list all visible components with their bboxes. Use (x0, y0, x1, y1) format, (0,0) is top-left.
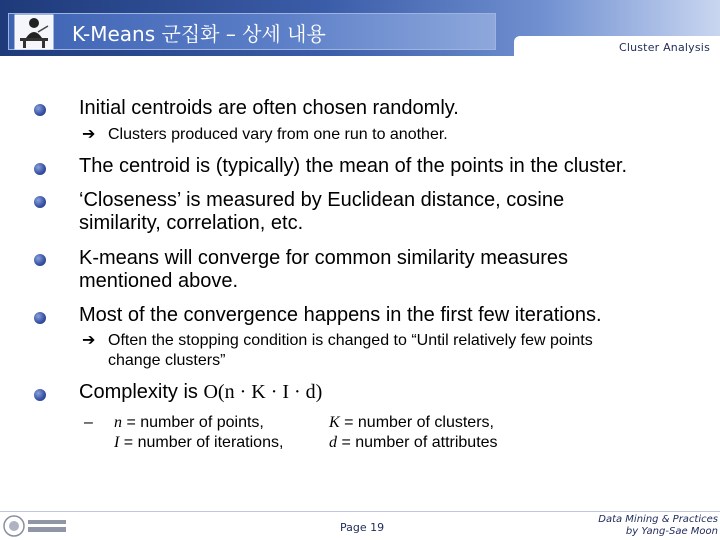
person-at-desk-icon (14, 14, 54, 50)
def-i (114, 433, 283, 453)
bullet-dot (34, 254, 46, 266)
bullet-text: ‘Closeness’ is measured by Euclidean distance, cosine (79, 189, 565, 211)
slide-title: K-Means 군집화 – 상세 내용 (72, 22, 326, 46)
bullet-dot (34, 196, 46, 208)
def-d (329, 433, 498, 453)
def-i-text: = number of iterations, (119, 434, 284, 451)
right-arrow-icon: ➔ (82, 332, 96, 349)
complexity-formula: O(n · K · I · d) (203, 381, 323, 403)
sub-point-text: Often the stopping condition is changed to “Until relatively few points (108, 332, 593, 349)
topic-tab (514, 36, 720, 60)
dash-marker: – (84, 414, 93, 431)
var-i: I (114, 434, 120, 451)
bullet-dot (34, 312, 46, 324)
bullet-text: K-means will converge for common similarity measures (79, 247, 569, 269)
var-d: d (329, 434, 337, 451)
credit-line-2: by Yang-Sae Moon (625, 526, 718, 537)
university-logo (2, 514, 70, 538)
bullet-text (79, 381, 322, 404)
topic-label: Cluster Analysis (618, 41, 710, 54)
def-k-text: = number of clusters, (339, 414, 494, 431)
bullet-dot (34, 389, 46, 401)
footer-credit (598, 514, 718, 538)
page-number: Page 19 (340, 521, 385, 534)
sub-point-cont: change clusters” (108, 352, 226, 369)
sub-point (82, 125, 448, 144)
right-arrow-icon: ➔ (82, 126, 96, 143)
credit-line-1: Data Mining & Practices (598, 514, 718, 525)
var-k: K (329, 414, 340, 431)
bullet-dot (34, 163, 46, 175)
footer-divider (0, 511, 720, 512)
complexity-prefix: Complexity is (79, 381, 204, 403)
bullet-dot (34, 104, 46, 116)
bullet-text: Initial centroids are often chosen randomly. (79, 97, 459, 119)
sub-point-text: Clusters produced vary from one run to another. (108, 126, 448, 143)
def-k (329, 413, 494, 433)
var-n: n (114, 414, 122, 431)
bullet-text-cont: similarity, correlation, etc. (79, 212, 304, 234)
def-n-text: = number of points, (122, 414, 264, 431)
bullet-text: Most of the convergence happens in the first few iterations. (79, 304, 602, 326)
def-d-text: = number of attributes (337, 434, 498, 451)
bullet-text-cont: mentioned above. (79, 270, 239, 292)
bullet-text: The centroid is (typically) the mean of the points in the cluster. (79, 155, 628, 177)
sub-point (82, 331, 593, 350)
def-n (114, 413, 264, 433)
